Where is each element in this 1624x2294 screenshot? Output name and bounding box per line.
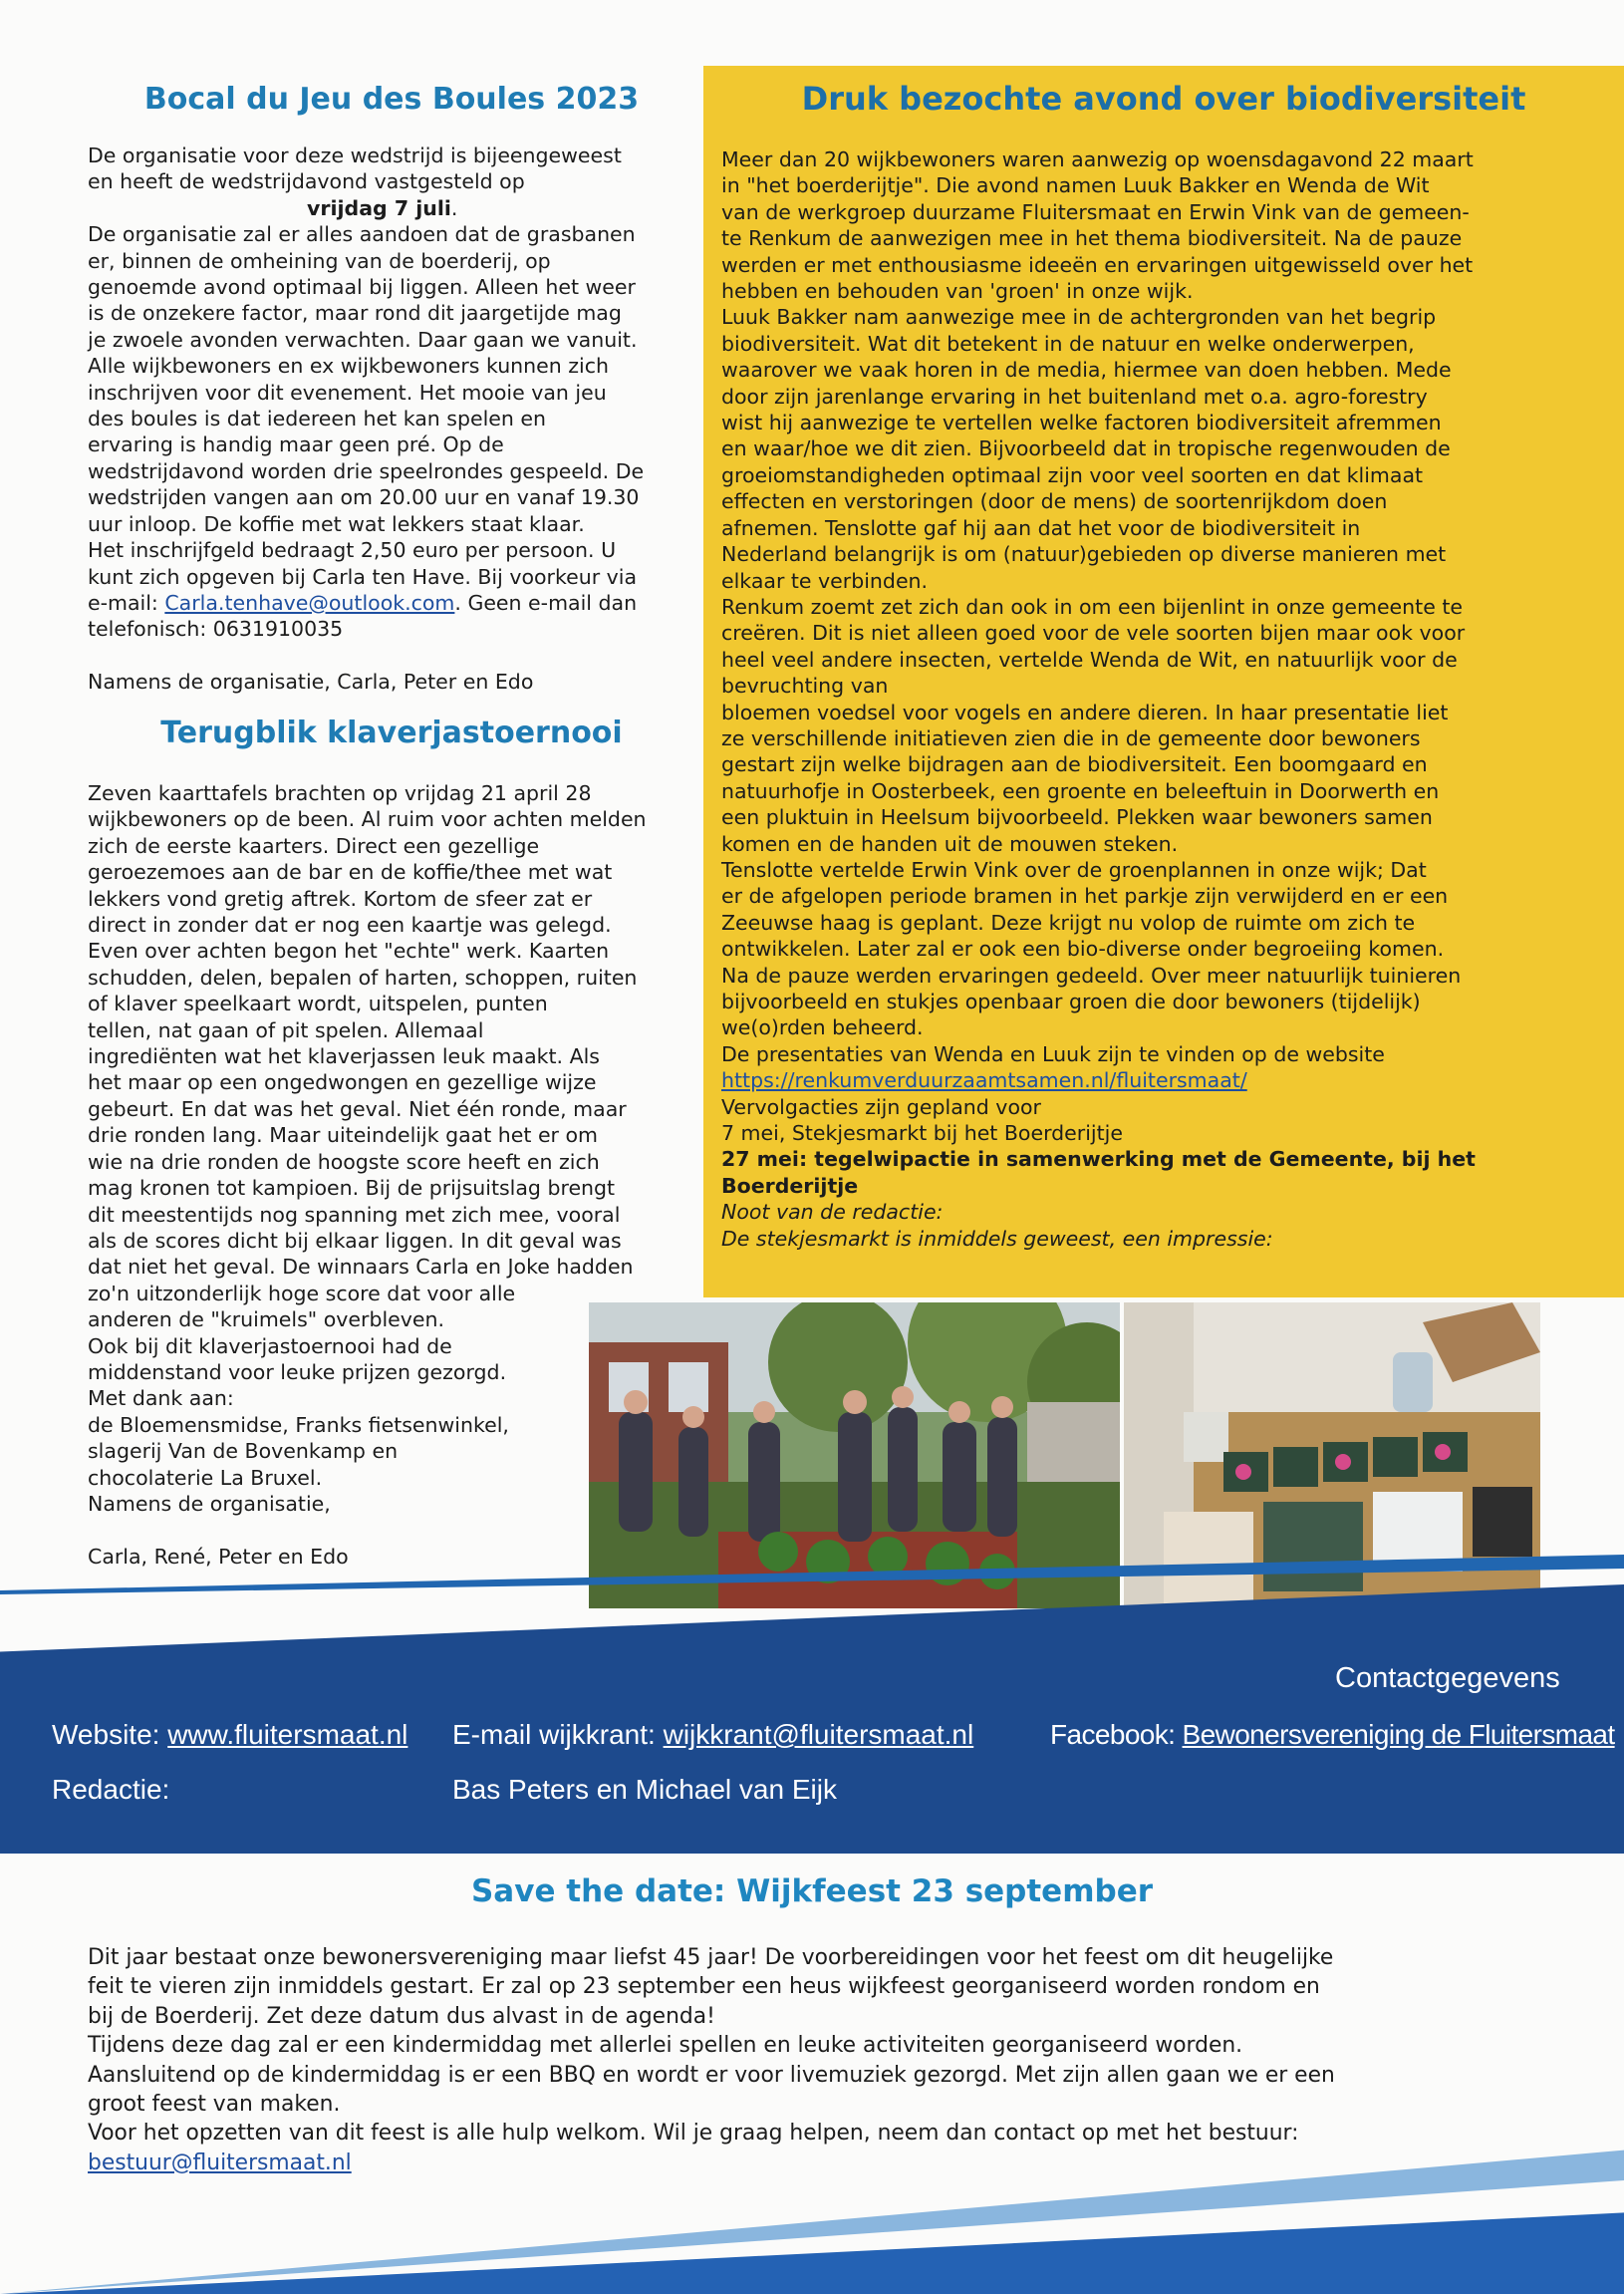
text-line: wedstrijdavond worden drie speelrondes gespeeld. De [88,458,645,483]
text-line: Alle wijkbewoners en ex wijkbewoners kunnen zich [88,354,610,379]
editor-note: Noot van de redactie: [721,1200,944,1225]
text-line: bijvoorbeeld en stukjes openbaar groen die door bewoners (tijdelijk) [721,990,1421,1013]
bocal-signature: Namens de organisatie, Carla, Peter en Edo [88,670,534,695]
text-line: mag kronen tot kampioen. Bij de prijsuitslag brengt [88,1176,616,1201]
text-line: tellen, nat gaan of pit spelen. Allemaal [88,1017,484,1042]
text-line: Namens de organisatie, [88,1491,331,1516]
text-line: een pluktuin in Heelsum bijvoorbeeld. Plekken waar bewoners samen [721,805,1433,830]
text-fragment: . [450,195,458,220]
text-line [88,590,695,616]
text-line: groot feest van maken. [88,2092,341,2118]
text-line: des boules is dat iedereen het kan spelen en [88,407,547,431]
text-fragment: e-mail: [88,590,165,615]
facebook-link[interactable]: Bewonersvereniging de Fluitersmaat [1182,1719,1615,1750]
text-line: wijkbewoners op de been. Al ruim voor achten melden [88,807,647,832]
text-line: bevruchting van [721,674,889,699]
text-line: wedstrijden vangen aan om 20.00 uur en vanaf 19.30 [88,485,640,510]
text-line: Tijdens deze dag zal er een kindermiddag met allerlei spellen en leuke activiteiten georganiseerd worden. [88,2033,1243,2059]
text-line: er, binnen de omheining van de boerderij, op [88,248,551,273]
text-line: afnemen. Tenslotte gaf hij aan dat het voor de biodiversiteit in [721,515,1361,540]
text-line: Na de pauze werden ervaringen gedeeld. Over meer natuurlijk tuinieren [721,963,1462,988]
text-line: van de werkgroep duurzame Fluitersmaat en Erwin Vink van de gemeen- [721,199,1470,224]
text-line: De presentaties van Wenda en Luuk zijn te vinden op de website [721,1041,1385,1066]
text-line: Meer dan 20 wijkbewoners waren aanwezig op woensdagavond 22 maart [721,147,1474,171]
text-line: wist hij aanwezige te vertellen welke factoren biodiversiteit afremmen [721,411,1442,435]
klaver-title: Terugblik klaverjastoernooi [160,716,623,750]
text-line: Vervolgacties zijn gepland voor [721,1094,1041,1119]
text-line: middenstand voor leuke prijzen gezorgd. [88,1359,507,1384]
text-line: Tenslotte vertelde Erwin Vink over de groenplannen in onze wijk; Dat [721,857,1427,882]
text-line: Nederland belangrijk is om (natuur)gebieden op diverse manieren met [721,542,1447,567]
contact-facebook [1050,1719,1615,1751]
website-label: Website: [52,1719,168,1750]
text-line: direct in zonder dat er nog een kaartje was gelegd. [88,913,612,938]
text-line: wie na drie ronden de hoogste score heeft en zich [88,1149,600,1174]
text-line: chocolaterie La Bruxel. [88,1465,323,1490]
bocal-title: Bocal du Jeu des Boules 2023 [143,82,640,117]
website-link[interactable]: www.fluitersmaat.nl [167,1719,408,1750]
text-line: Met dank aan: [88,1386,234,1411]
text-line: het maar op een ongedwongen en gezellige wijze [88,1070,597,1095]
text-line: gebeurt. En dat was het geval. Niet één ronde, maar [88,1096,627,1121]
text-line: is de onzekere factor, maar rond dit jaargetijde mag [88,301,622,326]
text-line: kunt zich opgeven bij Carla ten Have. Bij voorkeur via [88,564,638,589]
text-line: feit te vieren zijn inmiddels gestart. Er zal op 23 september een heus wijkfeest georganiseerd worden rondom en [88,1974,1320,2000]
action-date-line: Boerderijtje [721,1173,859,1198]
biodiversity-body [721,146,1618,1252]
text-line: er de afgelopen periode bramen in het parkje zijn verwijderd en er een [721,884,1449,909]
text-line: komen en de handen uit de mouwen steken. [721,831,1179,856]
text-line: inschrijven voor dit evenement. Het mooie van jeu [88,380,607,405]
text-line: effecten en verstoringen (door de mens) de soortenrijkdom doen [721,489,1388,514]
spacer [88,643,695,669]
carla-email-link[interactable]: Carla.tenhave@outlook.com [164,590,455,615]
text-line [721,1067,1618,1093]
market-photo-outdoor [589,1302,1120,1608]
text-line: de Bloemensmidse, Franks fietsenwinkel, [88,1412,509,1437]
text-line: in "het boerderijtje". Die avond namen Luuk Bakker en Wenda de Wit [721,173,1430,198]
text-line: uur inloop. De koffie met wat lekkers staat klaar. [88,511,585,536]
presentation-website-link[interactable]: https://renkumverduurzaamtsamen.nl/fluitersmaat/ [721,1068,1247,1093]
redactie-label: Redactie: [52,1774,170,1805]
contact-website [52,1719,407,1751]
text-line: Luuk Bakker nam aanwezige mee in de achtergronden van het begrip [721,305,1437,330]
text-line: zo'n uitzonderlijk hoge score dat voor alle [88,1281,516,1305]
bocal-body [88,143,695,696]
text-line: Aansluitend op de kindermiddag is er een BBQ en wordt er voor livemuziek gezorgd. Met zijn allen gaan we er een [88,2062,1335,2088]
facebook-label: Facebook: [1050,1719,1183,1750]
wijkfeest-title: Save the date: Wijkfeest 23 september [470,1873,1154,1909]
text-line: en waar/hoe we dit zien. Bijvoorbeeld dat in tropische regenwouden de [721,436,1451,461]
wijkfeest-body [88,1943,1602,2177]
text-line: Dit jaar bestaat onze bewonersvereniging maar liefst 45 jaar! De voorbereidingen voor het feest om dit heugelijke [88,1945,1334,1970]
text-line: we(o)rden beheerd. [721,1015,924,1040]
text-line: Even over achten begon het "echte" werk. Kaarten [88,939,610,964]
bocal-date: vrijdag 7 juli [307,195,451,220]
text-line: heel veel andere insecten, vertelde Wenda de Wit, en natuurlijk voor de [721,647,1458,672]
redactie-names: Bas Peters en Michael van Eijk [452,1774,837,1805]
text-line: biodiversiteit. Wat dit betekent in de natuur en welke onderwerpen, [721,331,1415,356]
text-fragment: . Geen e-mail dan [454,590,638,615]
text-line: Renkum zoemt zet zich dan ook in om een bijenlint in onze gemeente te [721,594,1463,619]
market-outdoor-image [589,1302,1120,1608]
text-line: Het inschrijfgeld bedraagt 2,50 euro per persoon. U [88,538,617,563]
text-line: bloemen voedsel voor vogels en andere dieren. In haar presentatie liet [721,700,1449,724]
contact-email [452,1719,973,1751]
text-line: bij de Boerderij. Zet deze datum dus alvast in de agenda! [88,2003,715,2029]
text-line: slagerij Van de Bovenkamp en [88,1439,399,1464]
biodiversity-title: Druk bezochte avond over biodiversiteit [801,80,1526,118]
text-line: Ook bij dit klaverjastoernooi had de [88,1333,452,1358]
text-line: De organisatie zal er alles aandoen dat de grasbanen [88,222,636,247]
text-line: groeiomstandigheden optimaal zijn voor veel soorten en dat klimaat [721,462,1424,487]
editor-note: De stekjesmarkt is inmiddels geweest, een impressie: [721,1226,1273,1251]
text-line: dat niet het geval. De winnaars Carla en Joke hadden [88,1255,634,1280]
text-line: waarover we vaak horen in de media, hiermee van doen hebben. Mede [721,358,1452,383]
text-line: drie ronden lang. Maar uiteindelijk gaat het er om [88,1123,599,1148]
text-line: Zeeuwse haag is geplant. Deze krijgt nu volop de ruimte om zich te [721,910,1416,935]
text-line: Zeven kaarttafels brachten op vrijdag 21 april 28 [88,781,592,805]
wijkkrant-email-link[interactable]: wijkkrant@fluitersmaat.nl [663,1719,974,1750]
text-line: natuurhofje in Oosterbeek, een groente en beleeftuin in Doorwerth en [721,778,1440,803]
text-line [88,195,695,221]
text-line: dit meestentijds nog spanning met zich mee, vooral [88,1202,621,1227]
text-line: werden er met enthousiasme ideeën en ervaringen uitgewisseld over het [721,252,1474,277]
text-line: telefonisch: 0631910035 [88,617,344,642]
text-line: gestart zijn welke bijdragen aan de biodiversiteit. Een boomgaard en [721,752,1428,777]
email-label: E-mail wijkkrant: [452,1719,664,1750]
text-line: zich de eerste kaarters. Direct een gezellige [88,833,540,858]
text-line: anderen de "kruimels" overbleven. [88,1307,445,1332]
text-line: geroezemoes aan de bar en de koffie/thee met wat [88,860,613,885]
text-line: ervaring is handig maar geen pré. Op de [88,432,504,457]
text-line: of klaver speelkaart wordt, uitspelen, punten [88,992,548,1016]
text-line: ontwikkelen. Later zal er ook een bio-diverse onder begroeiing komen. [721,937,1445,962]
text-line: je zwoele avonden verwachten. Daar gaan we vanuit. [88,327,638,352]
bestuur-email-link[interactable]: bestuur@fluitersmaat.nl [88,2150,352,2175]
text-line: De organisatie voor deze wedstrijd is bijeengeweest [88,143,622,167]
contact-title: Contactgegevens [1335,1662,1560,1694]
text-line: en heeft de wedstrijdavond vastgesteld op [88,169,525,194]
text-line: te Renkum de aanwezigen mee in het thema biodiversiteit. Na de pauze [721,226,1463,251]
text-line: ze verschillende initiatieven zien die in de gemeente door bewoners [721,725,1421,750]
text-line: creëren. Dit is niet alleen goed voor de vele soorten bijen maar ook voor [721,621,1466,646]
text-line: lekkers vond gretig aftrek. Kortom de sfeer zat er [88,886,593,911]
text-line: schudden, delen, bepalen of harten, schoppen, ruiten [88,965,638,990]
text-line: Carla, René, Peter en Edo [88,1544,349,1569]
action-date-line: 27 mei: tegelwipactie in samenwerking met de Gemeente, bij het [721,1147,1476,1172]
text-line: elkaar te verbinden. [721,568,929,593]
text-line: Voor het opzetten van dit feest is alle hulp welkom. Wil je graag helpen, neem dan contact op met het bestuur: [88,2121,1299,2147]
text-line: ingrediënten wat het klaverjassen leuk maakt. Als [88,1044,600,1069]
text-line: als de scores dicht bij elkaar liggen. In dit geval was [88,1228,622,1253]
text-line: hebben en behouden van 'groen' in onze wijk. [721,279,1194,304]
text-line: 7 mei, Stekjesmarkt bij het Boerderijtje [721,1121,1123,1146]
bottom-band [0,2192,1624,2294]
text-line: door zijn jarenlange ervaring in het buitenland met o.a. agro-forestry [721,384,1428,409]
text-line: genoemde avond optimaal bij liggen. Alleen het weer [88,275,636,300]
